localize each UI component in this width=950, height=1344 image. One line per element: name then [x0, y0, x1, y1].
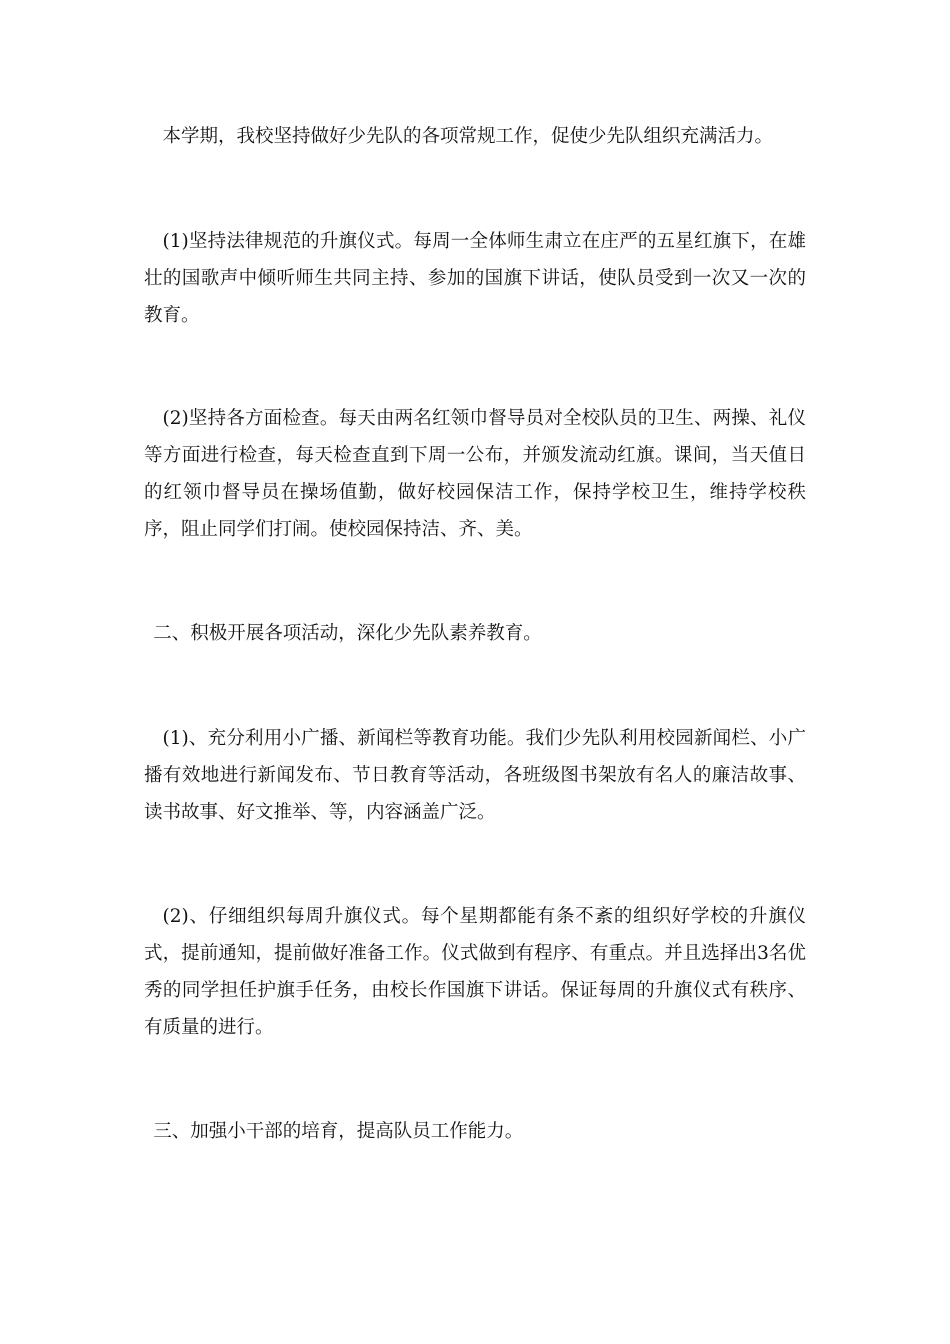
paragraph-weekly-flag: (2)、仔细组织每周升旗仪式。每个星期都能有条不紊的组织好学校的升旗仪式，提前通知，提前做好准备工作。仪式做到有程序、有重点。并且选择出3名优秀的同学担任护旗手任务，由校长作国旗下讲话。保证每周的升旗仪式有秩序、有质量的进行。	[144, 906, 806, 1038]
paragraph-flag-ceremony: (1)坚持法律规范的升旗仪式。每周一全体师生肃立在庄严的五星红旗下，在雄壮的国歌声中倾听师生共同主持、参加的国旗下讲话，使队员受到一次又一次的教育。	[144, 231, 806, 326]
section-heading-cadres: 三、加强小干部的培育，提高队员工作能力。	[153, 1121, 524, 1142]
paragraph-intro: 本学期，我校坚持做好少先队的各项常规工作，促使少先队组织充满活力。	[162, 126, 774, 147]
paragraph-inspection: (2)坚持各方面检查。每天由两名红领巾督导员对全校队员的卫生、两操、礼仪等方面进行检查，每天检查直到下周一公布，并颁发流动红旗。课间，当天值日的红领巾督导员在操场值勤，做好校园保洁工作，保持学校卫生，维持学校秩序，阻止同学们打闹。使校园保持洁、齐、美。	[144, 408, 806, 540]
section-heading-activities: 二、积极开展各项活动，深化少先队素养教育。	[153, 623, 542, 644]
paragraph-broadcast: (1)、充分利用小广播、新闻栏等教育功能。我们少先队利用校园新闻栏、小广播有效地进行新闻发布、节日教育等活动，各班级图书架放有名人的廉洁故事、读书故事、好文推举、等，内容涵盖广泛。	[144, 728, 806, 823]
